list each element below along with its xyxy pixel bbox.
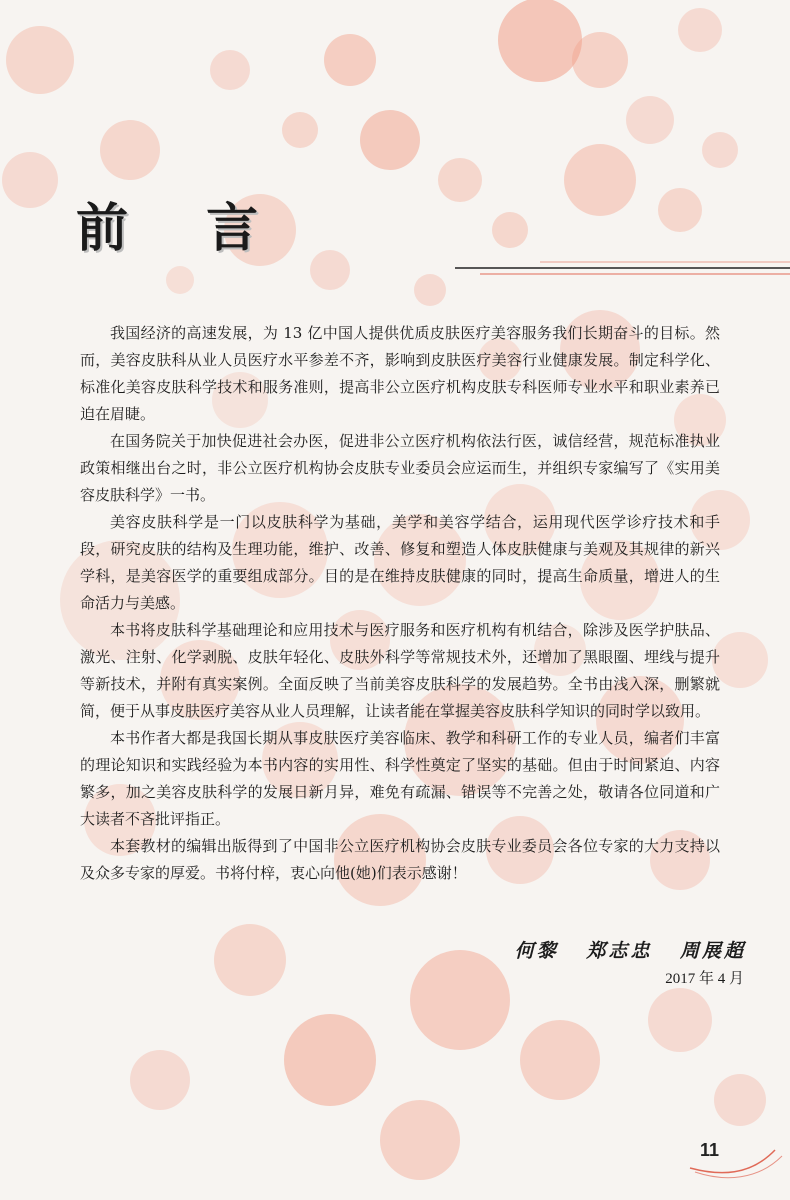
paragraph: 本书将皮肤科学基础理论和应用技术与医疗服务和医疗机构有机结合，除涉及医学护肤品、激光、注射、化学剥脱、皮肤年轻化、皮肤外科学等常规技术外，还增加了黑眼圈、埋线与提升等新技术，并附有真实案例。全面反映了当前美容皮肤科学的发展趋势。全书由浅入深，删繁就简，便于从事皮肤医疗美容从业人员理解，让读者能在掌握美容皮肤科学知识的同时学以致用。 bbox=[80, 621, 720, 720]
page-number: 11 bbox=[700, 1140, 720, 1160]
author-signature: 何黎 郑志忠 周展超 bbox=[514, 940, 746, 962]
paragraph: 本套教材的编辑出版得到了中国非公立医疗机构协会皮肤专业委员会各位专家的大力支持以及众多专家的厚爱。书将付梓，衷心向他(她)们表示感谢！ bbox=[80, 837, 720, 882]
paragraph: 美容皮肤科学是一门以皮肤科学为基础，美学和美容学结合，运用现代医学诊疗技术和手段，研究皮肤的结构及生理功能，维护、改善、修复和塑造人体皮肤健康与美观及其规律的新兴学科，是美容医学的重要组成部分。目的是在维持皮肤健康的同时，提高生命质量，增进人的生命活力与美感。 bbox=[80, 513, 720, 612]
page-title: 前 言 bbox=[76, 198, 289, 259]
paragraph: 在国务院关于加快促进社会办医，促进非公立医疗机构依法行医，诚信经营，规范标准执业政策相继出台之时，非公立医疗机构协会皮肤专业委员会应运而生，并组织专家编写了《实用美容皮肤科学》一书。 bbox=[80, 432, 720, 504]
paragraph: 我国经济的高速发展，为 13 亿中国人提供优质皮肤医疗美容服务我们长期奋斗的目标。然而，美容皮肤科从业人员医疗水平参差不齐，影响到皮肤医疗美容行业健康发展。制定科学化、标准化美容皮肤科学技术和服务准则，提高非公立医疗机构皮肤专科医师专业水平和职业素养已迫在眉睫。 bbox=[80, 324, 720, 423]
signature-date: 2017 年 4 月 bbox=[665, 971, 744, 987]
paragraph: 本书作者大都是我国长期从事皮肤医疗美容临床、教学和科研工作的专业人员，编者们丰富的理论知识和实践经验为本书内容的实用性、科学性奠定了坚实的基础。但由于时间紧迫、内容繁多，加之美容皮肤科学的发展日新月异，难免有疏漏、错误等不完善之处，敬请各位同道和广大读者不吝批评指正。 bbox=[80, 729, 720, 828]
